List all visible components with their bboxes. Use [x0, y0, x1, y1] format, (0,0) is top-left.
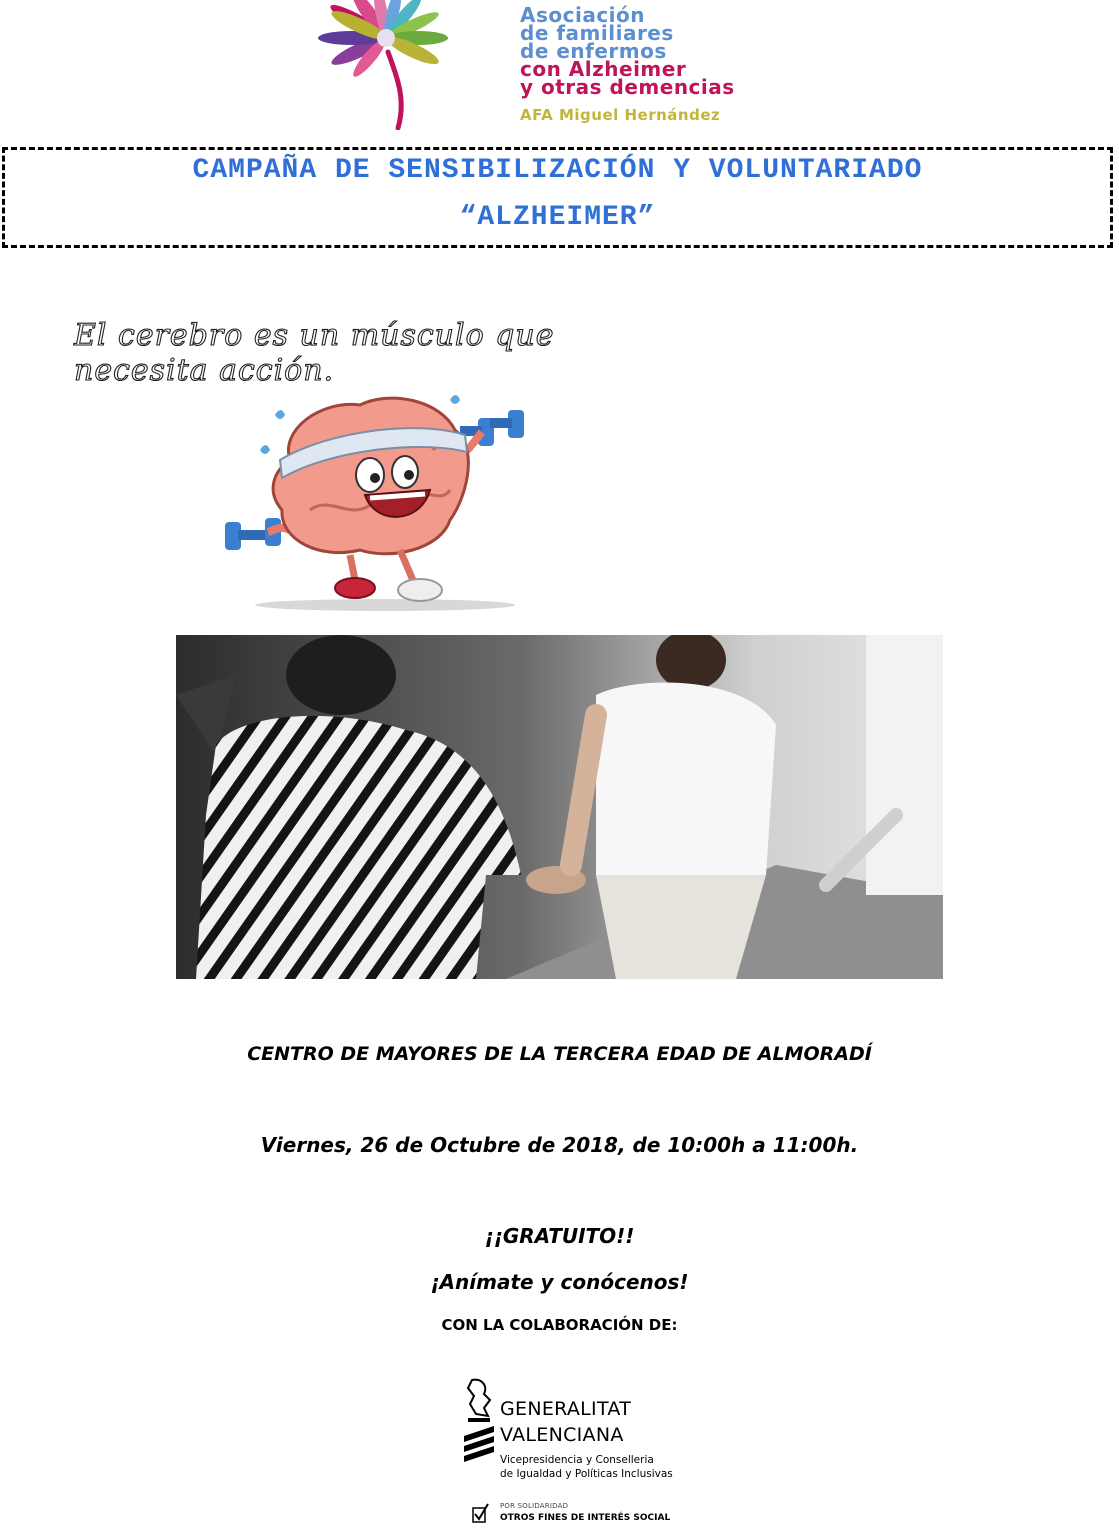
department-line: Vicepresidencia y Conselleria [500, 1454, 654, 1466]
slogan: El cerebro es un músculo que necesita acción. [74, 318, 555, 388]
org-name-line: y otras demencias [520, 75, 735, 99]
org-subname: AFA Miguel Hernández [520, 106, 721, 124]
org-name-line: Asociación [520, 3, 646, 27]
collaboration-label: CON LA COLABORACIÓN DE: [441, 1316, 678, 1334]
org-name-line: de familiares [520, 21, 674, 45]
campaign-subtitle: “ALZHEIMER” [459, 202, 656, 233]
department-line: de Igualdad y Políticas Inclusivas [500, 1468, 673, 1480]
free-admission-text: ¡¡GRATUITO!! [484, 1224, 635, 1248]
afa-flower-logo [248, 0, 488, 130]
campaign-title: CAMPAÑA DE SENSIBILIZACIÓN Y VOLUNTARIADO [192, 155, 923, 186]
exercising-brain-illustration [220, 390, 540, 620]
generalitat-name-line: GENERALITAT [500, 1398, 632, 1420]
generalitat-department [500, 1453, 673, 1481]
invitation-text: ¡Anímate y conócenos! [430, 1270, 689, 1294]
org-name-line: de enfermos [520, 39, 667, 63]
generalitat-name-line: VALENCIANA [500, 1424, 624, 1446]
caregiver-walking-photo [176, 635, 943, 979]
org-name-line: con Alzheimer [520, 57, 687, 81]
tax-solidarity-label: POR SOLIDARIDAD [500, 1502, 569, 1510]
event-venue: CENTRO DE MAYORES DE LA TERCERA EDAD DE ALMORADÍ [247, 1043, 872, 1065]
generalitat-emblem-icon [462, 1378, 496, 1466]
generalitat-name [500, 1396, 631, 1448]
tax-purpose-label: OTROS FINES DE INTERÉS SOCIAL [500, 1513, 671, 1523]
campaign-title-box [2, 147, 1113, 248]
checkbox-check-icon [472, 1502, 490, 1524]
event-date: Viernes, 26 de Octubre de 2018, de 10:00h a 11:00h. [260, 1133, 859, 1157]
afa-logo-text [520, 3, 920, 124]
